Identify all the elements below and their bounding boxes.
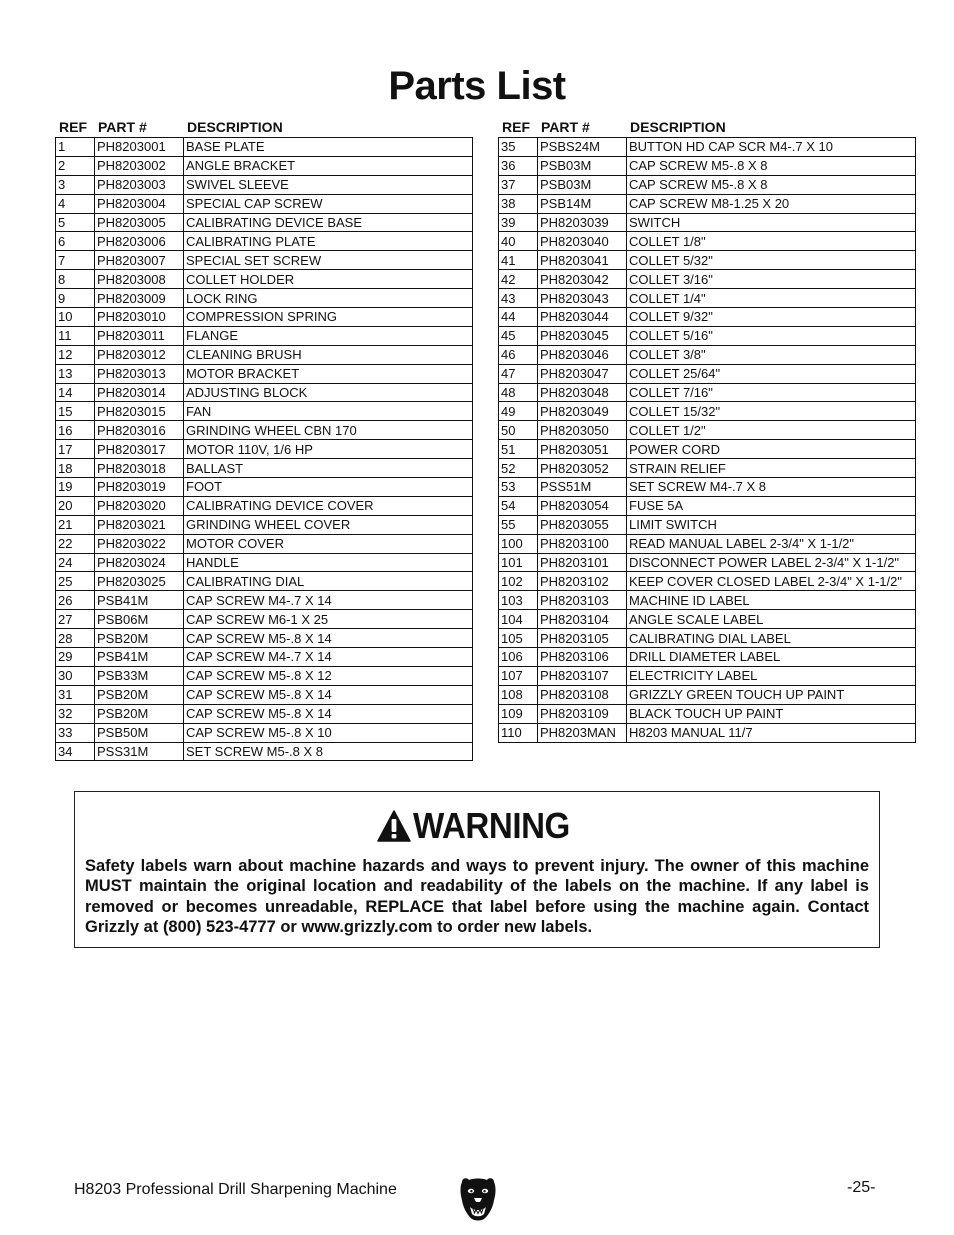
description-cell: CALIBRATING DEVICE BASE xyxy=(184,213,473,232)
table-row xyxy=(56,534,473,553)
description-cell: COLLET 3/8" xyxy=(627,345,916,364)
ref-cell: 14 xyxy=(56,383,95,402)
ref-cell: 41 xyxy=(499,251,538,270)
ref-cell: 6 xyxy=(56,232,95,251)
ref-cell: 101 xyxy=(499,553,538,572)
table-row xyxy=(56,459,473,478)
ref-cell: 103 xyxy=(499,591,538,610)
parts-table-left xyxy=(55,116,473,761)
table-row xyxy=(56,421,473,440)
description-cell: COLLET HOLDER xyxy=(184,270,473,289)
ref-cell: 36 xyxy=(499,156,538,175)
ref-cell: 5 xyxy=(56,213,95,232)
part-number-cell: PH8203042 xyxy=(538,270,627,289)
table-row xyxy=(56,308,473,327)
part-number-cell: PH8203048 xyxy=(538,383,627,402)
header-description: DESCRIPTION xyxy=(187,119,283,135)
table-row xyxy=(56,704,473,723)
ref-cell: 110 xyxy=(499,723,538,742)
description-cell: CAP SCREW M5-.8 X 14 xyxy=(184,704,473,723)
description-cell: CALIBRATING DEVICE COVER xyxy=(184,496,473,515)
description-cell: FAN xyxy=(184,402,473,421)
part-number-cell: PH8203105 xyxy=(538,629,627,648)
part-number-cell: PH8203014 xyxy=(95,383,184,402)
part-number-cell: PSB14M xyxy=(538,194,627,213)
description-cell: SET SCREW M5-.8 X 8 xyxy=(184,742,473,761)
warning-text: Safety labels warn about machine hazards and ways to prevent injury. The owner of this machine MUST maintain the original location and readability of the labels on the machine. If any label is removed or becomes unreadable, REPLACE that label before using the machine again. Contact Grizzly at (800) 523-4777 or www.grizzly.com to order new labels. xyxy=(85,857,869,936)
description-cell: ELECTRICITY LABEL xyxy=(627,666,916,685)
table-row xyxy=(499,232,916,251)
description-cell: FOOT xyxy=(184,478,473,497)
ref-cell: 3 xyxy=(56,175,95,194)
part-number-cell: PSB03M xyxy=(538,156,627,175)
ref-cell: 52 xyxy=(499,459,538,478)
part-number-cell: PH8203054 xyxy=(538,496,627,515)
table-row xyxy=(56,175,473,194)
part-number-cell: PH8203019 xyxy=(95,478,184,497)
part-number-cell: PH8203006 xyxy=(95,232,184,251)
ref-cell: 12 xyxy=(56,345,95,364)
part-number-cell: PH8203003 xyxy=(95,175,184,194)
description-cell: ANGLE SCALE LABEL xyxy=(627,610,916,629)
part-number-cell: PH8203039 xyxy=(538,213,627,232)
description-cell: BLACK TOUCH UP PAINT xyxy=(627,704,916,723)
ref-cell: 55 xyxy=(499,515,538,534)
warning-triangle-icon xyxy=(377,810,411,842)
ref-cell: 32 xyxy=(56,704,95,723)
parts-table-right xyxy=(498,116,916,743)
part-number-cell: PH8203012 xyxy=(95,345,184,364)
ref-cell: 16 xyxy=(56,421,95,440)
ref-cell: 39 xyxy=(499,213,538,232)
description-cell: SWITCH xyxy=(627,213,916,232)
table-row xyxy=(56,629,473,648)
description-cell: STRAIN RELIEF xyxy=(627,459,916,478)
description-cell: SET SCREW M4-.7 X 8 xyxy=(627,478,916,497)
ref-cell: 40 xyxy=(499,232,538,251)
table-row xyxy=(499,478,916,497)
description-cell: MOTOR 110V, 1/6 HP xyxy=(184,440,473,459)
ref-cell: 47 xyxy=(499,364,538,383)
ref-cell: 15 xyxy=(56,402,95,421)
part-number-cell: PH8203106 xyxy=(538,648,627,667)
part-number-cell: PH8203010 xyxy=(95,308,184,327)
table-row xyxy=(499,704,916,723)
ref-cell: 18 xyxy=(56,459,95,478)
part-number-cell: PH8203044 xyxy=(538,308,627,327)
description-cell: READ MANUAL LABEL 2-3/4" X 1-1/2" xyxy=(627,534,916,553)
ref-cell: 104 xyxy=(499,610,538,629)
ref-cell: 33 xyxy=(56,723,95,742)
manual-title: H8203 Professional Drill Sharpening Machine xyxy=(74,1181,397,1198)
ref-cell: 29 xyxy=(56,648,95,667)
header-ref: REF xyxy=(502,119,530,135)
table-row xyxy=(499,610,916,629)
table-row xyxy=(56,345,473,364)
table-row xyxy=(499,383,916,402)
part-number-cell: PH8203024 xyxy=(95,553,184,572)
page-title: Parts List xyxy=(388,64,566,108)
part-number-cell: PH8203017 xyxy=(95,440,184,459)
table-row xyxy=(499,175,916,194)
part-number-cell: PH8203051 xyxy=(538,440,627,459)
table-row xyxy=(499,534,916,553)
description-cell: GRINDING WHEEL CBN 170 xyxy=(184,421,473,440)
description-cell: CAP SCREW M5-.8 X 10 xyxy=(184,723,473,742)
parts-table-header xyxy=(55,116,473,137)
description-cell: DRILL DIAMETER LABEL xyxy=(627,648,916,667)
table-row xyxy=(499,685,916,704)
table-row xyxy=(56,591,473,610)
part-number-cell: PH8203107 xyxy=(538,666,627,685)
part-number-cell: PH8203103 xyxy=(538,591,627,610)
description-cell: BASE PLATE xyxy=(184,138,473,157)
description-cell: HANDLE xyxy=(184,553,473,572)
part-number-cell: PSBS24M xyxy=(538,138,627,157)
description-cell: FLANGE xyxy=(184,326,473,345)
page-number: -25- xyxy=(847,1179,876,1196)
table-row xyxy=(499,345,916,364)
table-row xyxy=(56,326,473,345)
table-row xyxy=(499,251,916,270)
table-row xyxy=(499,308,916,327)
ref-cell: 44 xyxy=(499,308,538,327)
ref-cell: 102 xyxy=(499,572,538,591)
part-number-cell: PSB33M xyxy=(95,666,184,685)
part-number-cell: PSB20M xyxy=(95,685,184,704)
description-cell: DISCONNECT POWER LABEL 2-3/4" X 1-1/2" xyxy=(627,553,916,572)
table-row xyxy=(499,553,916,572)
part-number-cell: PH8203055 xyxy=(538,515,627,534)
part-number-cell: PH8203018 xyxy=(95,459,184,478)
description-cell: POWER CORD xyxy=(627,440,916,459)
description-cell: SPECIAL SET SCREW xyxy=(184,251,473,270)
ref-cell: 42 xyxy=(499,270,538,289)
description-cell: CAP SCREW M5-.8 X 8 xyxy=(627,175,916,194)
description-cell: COMPRESSION SPRING xyxy=(184,308,473,327)
ref-cell: 7 xyxy=(56,251,95,270)
description-cell: KEEP COVER CLOSED LABEL 2-3/4" X 1-1/2" xyxy=(627,572,916,591)
ref-cell: 19 xyxy=(56,478,95,497)
part-number-cell: PH8203052 xyxy=(538,459,627,478)
table-row xyxy=(499,648,916,667)
ref-cell: 100 xyxy=(499,534,538,553)
table-row xyxy=(499,421,916,440)
part-number-cell: PSS31M xyxy=(95,742,184,761)
table-row xyxy=(499,364,916,383)
warning-box xyxy=(74,791,880,948)
ref-cell: 43 xyxy=(499,289,538,308)
table-row xyxy=(56,723,473,742)
table-row xyxy=(499,459,916,478)
table-row xyxy=(499,629,916,648)
description-cell: GRIZZLY GREEN TOUCH UP PAINT xyxy=(627,685,916,704)
table-row xyxy=(499,289,916,308)
ref-cell: 30 xyxy=(56,666,95,685)
ref-cell: 13 xyxy=(56,364,95,383)
ref-cell: 22 xyxy=(56,534,95,553)
ref-cell: 108 xyxy=(499,685,538,704)
description-cell: COLLET 25/64" xyxy=(627,364,916,383)
ref-cell: 4 xyxy=(56,194,95,213)
description-cell: CALIBRATING DIAL LABEL xyxy=(627,629,916,648)
part-number-cell: PH8203046 xyxy=(538,345,627,364)
table-row xyxy=(56,364,473,383)
part-number-cell: PH8203047 xyxy=(538,364,627,383)
ref-cell: 50 xyxy=(499,421,538,440)
ref-cell: 109 xyxy=(499,704,538,723)
table-row xyxy=(56,213,473,232)
ref-cell: 48 xyxy=(499,383,538,402)
ref-cell: 34 xyxy=(56,742,95,761)
table-row xyxy=(499,138,916,157)
description-cell: COLLET 3/16" xyxy=(627,270,916,289)
ref-cell: 35 xyxy=(499,138,538,157)
description-cell: COLLET 1/2" xyxy=(627,421,916,440)
header-part-number: PART # xyxy=(98,119,147,135)
parts-table-header xyxy=(498,116,916,137)
description-cell: MOTOR COVER xyxy=(184,534,473,553)
table-row xyxy=(56,666,473,685)
part-number-cell: PSB03M xyxy=(538,175,627,194)
table-row xyxy=(56,289,473,308)
table-row xyxy=(56,496,473,515)
part-number-cell: PH8203016 xyxy=(95,421,184,440)
part-number-cell: PH8203045 xyxy=(538,326,627,345)
description-cell: COLLET 9/32" xyxy=(627,308,916,327)
table-row xyxy=(56,478,473,497)
ref-cell: 10 xyxy=(56,308,95,327)
ref-cell: 21 xyxy=(56,515,95,534)
part-number-cell: PH8203108 xyxy=(538,685,627,704)
part-number-cell: PSB41M xyxy=(95,591,184,610)
part-number-cell: PH8203013 xyxy=(95,364,184,383)
parts-table-body xyxy=(498,137,916,743)
part-number-cell: PH8203001 xyxy=(95,138,184,157)
ref-cell: 2 xyxy=(56,156,95,175)
ref-cell: 106 xyxy=(499,648,538,667)
part-number-cell: PH8203009 xyxy=(95,289,184,308)
description-cell: GRINDING WHEEL COVER xyxy=(184,515,473,534)
header-ref: REF xyxy=(59,119,87,135)
part-number-cell: PH8203049 xyxy=(538,402,627,421)
description-cell: CAP SCREW M8-1.25 X 20 xyxy=(627,194,916,213)
description-cell: COLLET 15/32" xyxy=(627,402,916,421)
grizzly-bear-logo-icon xyxy=(458,1176,498,1222)
table-row xyxy=(499,402,916,421)
part-number-cell: PH8203020 xyxy=(95,496,184,515)
description-cell: MOTOR BRACKET xyxy=(184,364,473,383)
part-number-cell: PH8203050 xyxy=(538,421,627,440)
description-cell: COLLET 5/32" xyxy=(627,251,916,270)
ref-cell: 107 xyxy=(499,666,538,685)
table-row xyxy=(499,156,916,175)
part-number-cell: PH8203022 xyxy=(95,534,184,553)
ref-cell: 28 xyxy=(56,629,95,648)
header-description: DESCRIPTION xyxy=(630,119,726,135)
description-cell: BUTTON HD CAP SCR M4-.7 X 10 xyxy=(627,138,916,157)
warning-heading xyxy=(377,806,584,846)
description-cell: COLLET 5/16" xyxy=(627,326,916,345)
description-cell: H8203 MANUAL 11/7 xyxy=(627,723,916,742)
part-number-cell: PSS51M xyxy=(538,478,627,497)
warning-title: WARNING xyxy=(413,805,570,846)
header-part-number: PART # xyxy=(541,119,590,135)
description-cell: CAP SCREW M5-.8 X 14 xyxy=(184,685,473,704)
ref-cell: 51 xyxy=(499,440,538,459)
table-row xyxy=(56,742,473,761)
table-row xyxy=(56,402,473,421)
part-number-cell: PSB20M xyxy=(95,704,184,723)
ref-cell: 31 xyxy=(56,685,95,704)
part-number-cell: PH8203040 xyxy=(538,232,627,251)
part-number-cell: PH8203104 xyxy=(538,610,627,629)
description-cell: COLLET 7/16" xyxy=(627,383,916,402)
description-cell: CAP SCREW M4-.7 X 14 xyxy=(184,591,473,610)
ref-cell: 49 xyxy=(499,402,538,421)
description-cell: COLLET 1/8" xyxy=(627,232,916,251)
part-number-cell: PH8203041 xyxy=(538,251,627,270)
description-cell: MACHINE ID LABEL xyxy=(627,591,916,610)
table-row xyxy=(56,138,473,157)
part-number-cell: PH8203004 xyxy=(95,194,184,213)
part-number-cell: PSB06M xyxy=(95,610,184,629)
part-number-cell: PH8203101 xyxy=(538,553,627,572)
description-cell: LOCK RING xyxy=(184,289,473,308)
parts-table-body xyxy=(55,137,473,761)
part-number-cell: PH8203043 xyxy=(538,289,627,308)
description-cell: CALIBRATING DIAL xyxy=(184,572,473,591)
description-cell: CAP SCREW M5-.8 X 12 xyxy=(184,666,473,685)
table-row xyxy=(499,326,916,345)
table-row xyxy=(56,194,473,213)
part-number-cell: PH8203100 xyxy=(538,534,627,553)
ref-cell: 25 xyxy=(56,572,95,591)
ref-cell: 1 xyxy=(56,138,95,157)
part-number-cell: PH8203102 xyxy=(538,572,627,591)
table-row xyxy=(499,496,916,515)
part-number-cell: PSB20M xyxy=(95,629,184,648)
description-cell: COLLET 1/4" xyxy=(627,289,916,308)
table-row xyxy=(56,553,473,572)
description-cell: CAP SCREW M5-.8 X 8 xyxy=(627,156,916,175)
part-number-cell: PH8203007 xyxy=(95,251,184,270)
ref-cell: 9 xyxy=(56,289,95,308)
part-number-cell: PH8203005 xyxy=(95,213,184,232)
description-cell: ADJUSTING BLOCK xyxy=(184,383,473,402)
ref-cell: 27 xyxy=(56,610,95,629)
ref-cell: 20 xyxy=(56,496,95,515)
table-row xyxy=(499,270,916,289)
part-number-cell: PH8203002 xyxy=(95,156,184,175)
part-number-cell: PH8203011 xyxy=(95,326,184,345)
table-row xyxy=(499,515,916,534)
table-row xyxy=(499,723,916,742)
ref-cell: 17 xyxy=(56,440,95,459)
ref-cell: 45 xyxy=(499,326,538,345)
table-row xyxy=(499,666,916,685)
ref-cell: 46 xyxy=(499,345,538,364)
table-row xyxy=(56,610,473,629)
table-row xyxy=(499,591,916,610)
part-number-cell: PH8203109 xyxy=(538,704,627,723)
description-cell: FUSE 5A xyxy=(627,496,916,515)
description-cell: CAP SCREW M6-1 X 25 xyxy=(184,610,473,629)
ref-cell: 38 xyxy=(499,194,538,213)
description-cell: ANGLE BRACKET xyxy=(184,156,473,175)
description-cell: CAP SCREW M4-.7 X 14 xyxy=(184,648,473,667)
part-number-cell: PH8203015 xyxy=(95,402,184,421)
description-cell: SPECIAL CAP SCREW xyxy=(184,194,473,213)
ref-cell: 37 xyxy=(499,175,538,194)
table-row xyxy=(56,383,473,402)
description-cell: BALLAST xyxy=(184,459,473,478)
table-row xyxy=(499,213,916,232)
ref-cell: 105 xyxy=(499,629,538,648)
part-number-cell: PH8203021 xyxy=(95,515,184,534)
part-number-cell: PH8203025 xyxy=(95,572,184,591)
table-row xyxy=(499,572,916,591)
part-number-cell: PSB50M xyxy=(95,723,184,742)
table-row xyxy=(56,156,473,175)
table-row xyxy=(56,685,473,704)
ref-cell: 11 xyxy=(56,326,95,345)
part-number-cell: PSB41M xyxy=(95,648,184,667)
ref-cell: 24 xyxy=(56,553,95,572)
part-number-cell: PH8203008 xyxy=(95,270,184,289)
description-cell: SWIVEL SLEEVE xyxy=(184,175,473,194)
part-number-cell: PH8203MAN xyxy=(538,723,627,742)
table-row xyxy=(56,572,473,591)
ref-cell: 26 xyxy=(56,591,95,610)
ref-cell: 54 xyxy=(499,496,538,515)
table-row xyxy=(56,515,473,534)
table-row xyxy=(499,194,916,213)
table-row xyxy=(56,270,473,289)
description-cell: CAP SCREW M5-.8 X 14 xyxy=(184,629,473,648)
ref-cell: 53 xyxy=(499,478,538,497)
ref-cell: 8 xyxy=(56,270,95,289)
description-cell: LIMIT SWITCH xyxy=(627,515,916,534)
table-row xyxy=(499,440,916,459)
description-cell: CALIBRATING PLATE xyxy=(184,232,473,251)
table-row xyxy=(56,440,473,459)
table-row xyxy=(56,251,473,270)
description-cell: CLEANING BRUSH xyxy=(184,345,473,364)
table-row xyxy=(56,232,473,251)
table-row xyxy=(56,648,473,667)
